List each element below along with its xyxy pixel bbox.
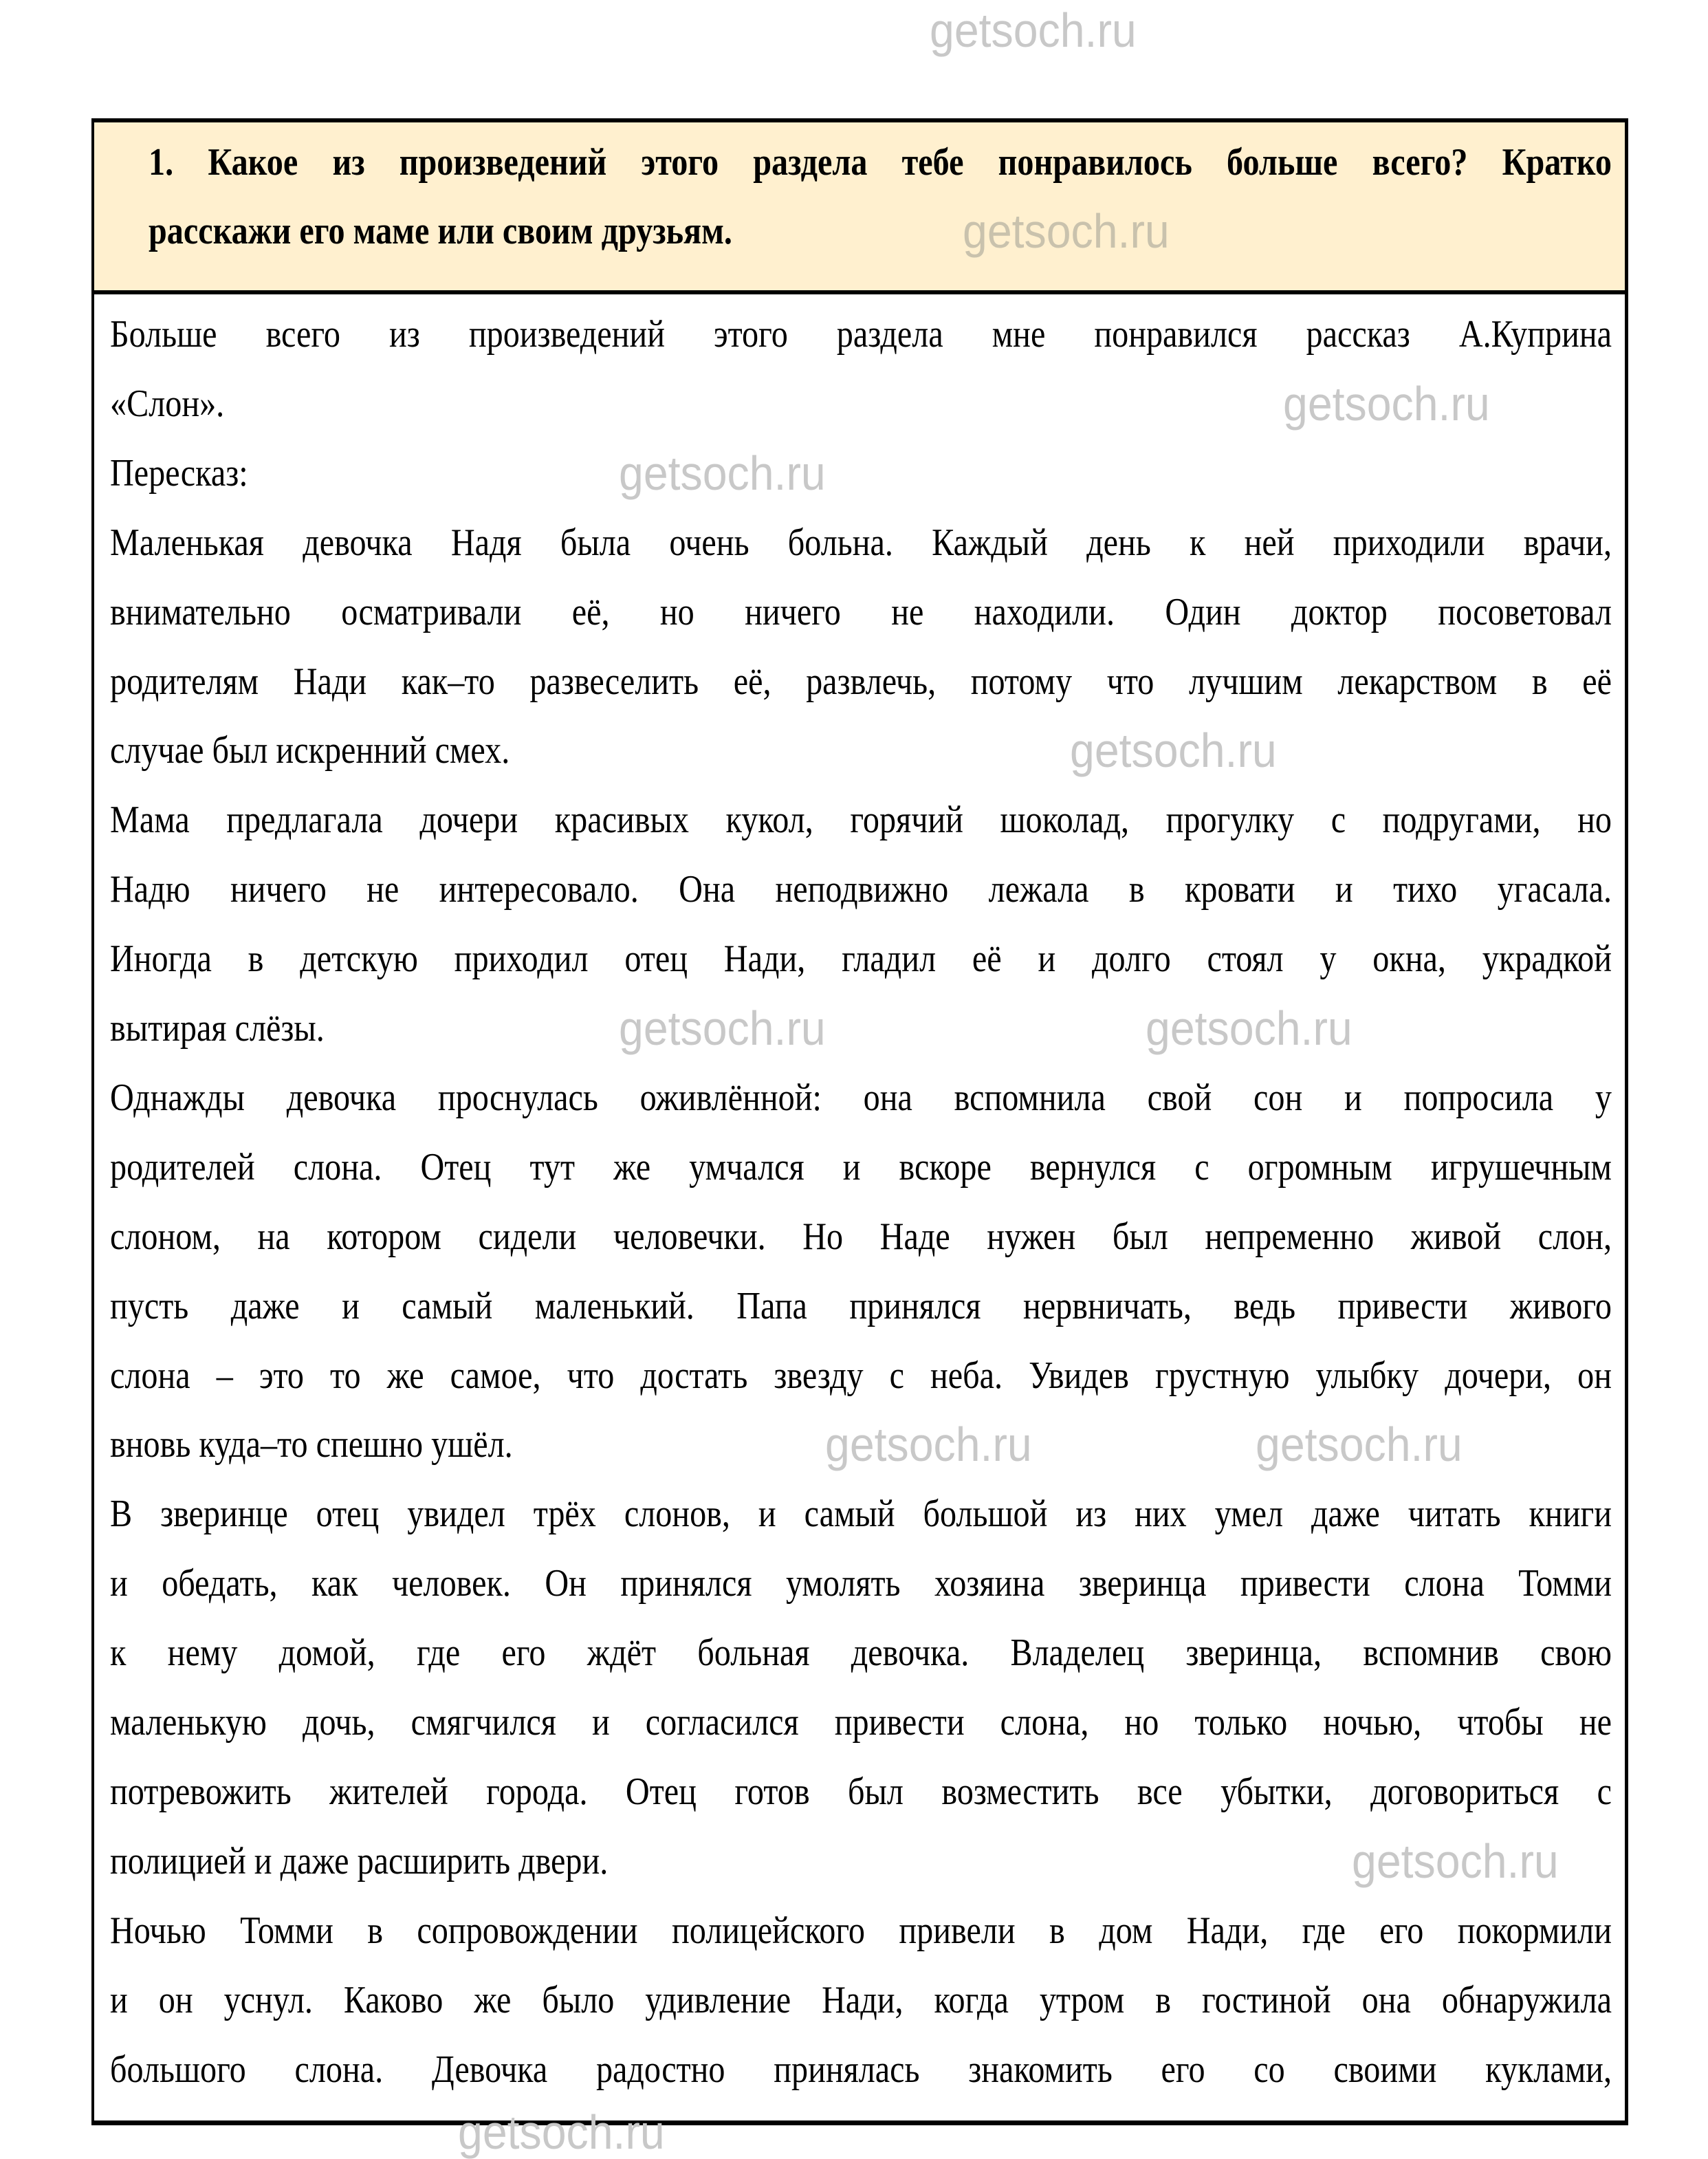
answer-line: Ночью Томми в сопровождении полицейского привели в дом Нади, где его покормили <box>110 1909 1612 1952</box>
watermark-text: getsoch.ru <box>1256 1418 1463 1472</box>
answer-line: и он уснул. Каково же было удивление Нади, когда утром в гостиной она обнаружила <box>110 1978 1612 2021</box>
watermark-text: getsoch.ru <box>1352 1834 1559 1888</box>
question-line: расскажи его маме или своим друзьям. <box>149 210 732 252</box>
watermark-text: getsoch.ru <box>458 2105 665 2159</box>
answer-line: слона – это то же самое, что достать звезду с неба. Увидев грустную улыбку дочери, он <box>110 1354 1612 1397</box>
answer-line: и обедать, как человек. Он принялся умолять хозяина зверинца привести слона Томми <box>110 1562 1612 1605</box>
watermark-text: getsoch.ru <box>1070 724 1277 778</box>
watermark-text: getsoch.ru <box>825 1418 1032 1472</box>
question-line: 1. Какое из произведений этого раздела тебе понравилось больше всего? Кратко <box>149 141 1612 184</box>
watermark-text: getsoch.ru <box>619 1001 826 1055</box>
answer-line: вытирая слёзы. <box>110 1007 325 1050</box>
answer-line: Больше всего из произведений этого раздела мне понравился рассказ А.Куприна <box>110 313 1612 356</box>
answer-line: родителей слона. Отец тут же умчался и вскоре вернулся с огромным игрушечным <box>110 1145 1612 1189</box>
answer-line: случае был искренний смех. <box>110 729 510 772</box>
answer-line: родителям Нади как–то развеселить её, развлечь, потому что лучшим лекарством в её <box>110 660 1612 703</box>
watermark-text: getsoch.ru <box>930 3 1137 57</box>
answer-line: Мама предлагала дочери красивых кукол, горячий шоколад, прогулку с подругами, но <box>110 799 1612 842</box>
answer-line: потревожить жителей города. Отец готов был возместить все убытки, договориться с <box>110 1770 1612 1813</box>
answer-line: пусть даже и самый маленький. Папа принялся нервничать, ведь привести живого <box>110 1284 1612 1327</box>
watermark-text: getsoch.ru <box>1146 1001 1353 1055</box>
task-card <box>91 118 1628 2125</box>
watermark-text: getsoch.ru <box>963 204 1170 258</box>
answer-line: полицией и даже расширить двери. <box>110 1839 609 1883</box>
answer-line: Надю ничего не интересовало. Она неподвижно лежала в кровати и тихо угасала. <box>110 868 1612 911</box>
answer-line: Маленькая девочка Надя была очень больна. Каждый день к ней приходили врачи, <box>110 521 1612 564</box>
answer-line: Однажды девочка проснулась оживлённой: она вспомнила свой сон и попросила у <box>110 1076 1612 1119</box>
answer-line: к нему домой, где его ждёт больная девочка. Владелец зверинца, вспомнив свою <box>110 1631 1612 1675</box>
watermark-text: getsoch.ru <box>619 446 826 500</box>
answer-line: «Слон». <box>110 382 225 425</box>
answer-line: Иногда в детскую приходил отец Нади, гладил её и долго стоял у окна, украдкой <box>110 937 1612 981</box>
watermark-text: getsoch.ru <box>1283 376 1490 431</box>
answer-line: Пересказ: <box>110 451 248 495</box>
answer-line: слоном, на котором сидели человечки. Но Наде нужен был непременно живой слон, <box>110 1215 1612 1258</box>
answer-line: В зверинце отец увидел трёх слонов, и самый большой из них умел даже читать книги <box>110 1493 1612 1536</box>
answer-line: вновь куда–то спешно ушёл. <box>110 1423 513 1466</box>
answer-line: большого слона. Девочка радостно принялась знакомить его со своими куклами, <box>110 2048 1612 2091</box>
answer-line: внимательно осматривали её, но ничего не находили. Один доктор посоветовал <box>110 590 1612 633</box>
answer-line: маленькую дочь, смягчился и согласился привести слона, но только ночью, чтобы не <box>110 1701 1612 1744</box>
